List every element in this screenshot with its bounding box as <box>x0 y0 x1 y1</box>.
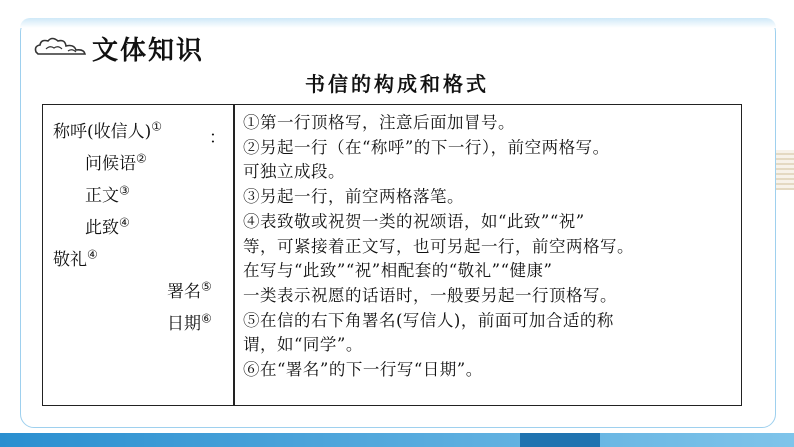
salutation-label: 称呼(收信人) <box>53 122 152 142</box>
cizhi-item <box>85 213 130 238</box>
explanation-line: 在写与“此致”“祝”相配套的“敬礼”“健康” <box>243 261 553 281</box>
body-item <box>85 181 130 206</box>
section-heading: 文体知识 <box>92 36 205 66</box>
explanation-line: ②另起一行（在“称呼”的下一行），前空两格写。 <box>243 137 610 157</box>
cizhi-label: 此致 <box>85 218 119 238</box>
date-marker: ⑥ <box>201 311 212 326</box>
letter-format-table <box>42 104 742 406</box>
explanation-line: ①第一行顶格写，注意后面加冒号。 <box>243 113 515 132</box>
bottom-accent <box>520 433 600 447</box>
salutation-colon: ： <box>209 128 226 148</box>
cizhi-marker: ④ <box>119 215 130 230</box>
table-title: 书信的构成和格式 <box>305 72 489 96</box>
explanation-line: 可独立成段。 <box>243 162 345 182</box>
date-label: 日期 <box>167 314 201 334</box>
jingli-marker: ④ <box>87 247 98 262</box>
salutation-marker: ① <box>151 119 163 134</box>
explanation-line: 等，可紧接着正文写，也可另起一行，前空两格写。 <box>243 236 634 256</box>
explanation-line: ⑤在信的右下角署名(写信人)，前面可加合适的称 <box>243 310 614 330</box>
column-divider <box>233 105 235 405</box>
signature-item <box>167 277 212 302</box>
bottom-strip <box>0 433 794 447</box>
explanation-line: 一类表示祝愿的话语时，一般要另起一行顶格写。 <box>243 285 617 305</box>
greeting-marker: ② <box>136 151 147 166</box>
cloud-icon <box>32 36 88 58</box>
greeting-label: 问候语 <box>85 154 136 174</box>
jingli-label: 敬礼 <box>53 250 87 270</box>
greeting-item <box>85 149 147 174</box>
signature-label: 署名 <box>167 282 201 302</box>
body-marker: ③ <box>119 183 130 198</box>
explanation-line: ⑥在“署名”的下一行写“日期”。 <box>243 360 483 380</box>
explanation-line: ③另起一行，前空两格落笔。 <box>243 187 464 207</box>
explanation-column <box>243 111 737 383</box>
body-label: 正文 <box>85 186 119 206</box>
jingli-item <box>53 245 98 270</box>
side-decoration <box>776 150 794 190</box>
salutation-item <box>53 117 162 142</box>
letter-layout-column <box>43 105 233 405</box>
explanation-line: 谓，如“同学”。 <box>243 335 363 355</box>
slide-top-bar <box>20 18 776 28</box>
date-item <box>167 309 212 334</box>
explanation-line: ④表致敬或祝贺一类的祝颂语，如“此致”“祝” <box>243 211 585 231</box>
signature-marker: ⑤ <box>201 279 212 294</box>
